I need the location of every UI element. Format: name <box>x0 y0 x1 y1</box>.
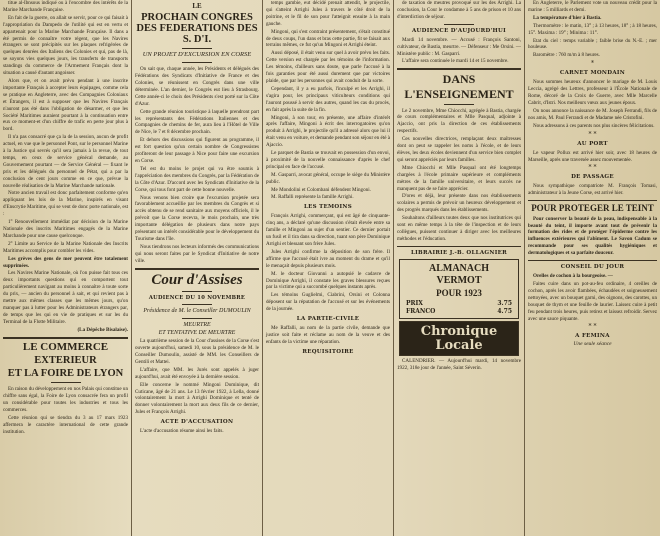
headline: POUR 1923 <box>436 287 482 298</box>
subheadline: Une seule séance <box>573 341 612 348</box>
article-paragraph: Les témoins Guglielmi, Ciabrini, Orsini et Colonna déposent sur la réputation de l'accusé et sur les événements de la journée. <box>266 292 390 313</box>
article-paragraph: Souhaitons d'ailleurs toutes deux que nos institutrices qui sont en même temps à la tête de l'inspection et de leurs collègues, puissent continuer à diriger avec les meilleures méthodes et l'éducation. <box>397 215 521 242</box>
ornament-star-icon: * <box>591 60 594 68</box>
divider <box>182 304 212 305</box>
subheadline: UN PROJET D'EXCURSION EN CORSE <box>142 51 252 59</box>
article-paragraph: Et dehors des discussions qui figurent au programme, il est fort question qu'un certain nombre de Congressistes profiteront de leur passage à Nice pour faire une excursion en Corse. <box>135 137 259 164</box>
headline: PROCHAIN CONGRES DES FEDERATIONS DES S. D'I. <box>136 12 258 46</box>
headline: ALMANACH <box>429 262 489 274</box>
section-label: AUDIENCE D'AUJOURD'HUI <box>411 27 506 34</box>
advert-librairie: LIBRAIRIE J.-B. OLLAGNIER <box>411 249 507 256</box>
article-paragraph: Nous venons bien croire que l'excursion projetée sera favorablement accueillie par les membres du Congrès et si accès obtenu de se rend sanitaire aux moyens officiels, il le prévoit que la Corse recevra, le mois prochain, une très importante délégation de plusieurs dans notre pays présentant un intérêt considérable pour le développement du Tourisme dans l'île. <box>135 194 259 242</box>
article-paragraph: On sait que, chaque année, les Présidents et délégués des Fédérations des Syndicats d'Initiative de France et des Colonies, se réunissent en Congrès dans une ville déterminée. L'an dernier, le Congrès eut lieu à Strasbourg. Cette année-ci le choix des Présidents s'est porté sur la Côte d'Azur. <box>135 66 259 107</box>
article-paragraph: D'ores et déjà, leur présente dans nos établissements scolaires a permis de prévoir un heureux développement et des progrès marqués dans les établissements. <box>397 193 521 214</box>
article-paragraph: Mingoni, qui s'est contraint présentement, s'était constitué de deux coups, l'un dans et bras cette partie, fit se faisait aux terrains mêmes, ce fut qu'un Mingoni et Arrighi éteint. <box>266 28 390 49</box>
article-paragraph: M. Gasparri, avocat général, occupe le siège du Ministère public. <box>266 171 390 185</box>
article-paragraph: L'affaire, que MM. les Jurés sont appelés à juger aujourd'hui, avait été envoyée à la dernière session. <box>135 366 259 380</box>
article-paragraph: Nous sympathique compatriote M. François Tomasi, administrateur à la Jeune Corse, est arrivé hier. <box>528 183 657 197</box>
divider <box>51 382 81 383</box>
article-paragraph: En Angleterre, le Parlement vote un nouveau crédit pour la marine : 5 milliards et demi. <box>528 0 657 13</box>
column-3 <box>263 0 393 536</box>
weather-head: La température d'hier à Bastia. <box>533 14 602 21</box>
article-paragraph: Nous sommes heureux d'annoncer le mariage de M. Louis Leccia, agrégé des Lettres, professeur à l'École Nationale de Rome, décoré de la Croix de Guerre, avec Mlle Marcelle Cabrit, d'Istri. Nos meilleurs vœux aux jeunes époux. <box>528 79 657 106</box>
section-label: A FEMINA <box>575 333 610 340</box>
audience-date: AUDIENCE DU 10 NOVEMBRE <box>148 295 246 302</box>
presidence: Présidence de M. le Conseiller DUMOULIN <box>143 308 251 315</box>
section-label: AU PORT <box>577 140 608 147</box>
price-value: 4.75 <box>497 308 512 316</box>
section-divider <box>528 260 657 261</box>
bold-statement: Les grèves des gens de mer peuvent être totalement supprimées. <box>3 255 128 269</box>
divider <box>182 318 212 319</box>
subheadline: ET TENTATIVE DE MEURTRE <box>158 329 236 336</box>
article-paragraph: Notre ancien travail est donc parfaitement conforme qu'en appliquant les lois de la Marine, inspirés en visant d'Enscrytie Maritime, qui se veut de donc porte nationale, est : <box>3 190 128 218</box>
headline: EXTERIEUR <box>34 355 97 367</box>
divider <box>182 62 212 63</box>
headline-cour-d-assises: Cour d'Assises <box>151 271 243 288</box>
recipe-title: Orelles de cochon à la bourgeoise. — <box>533 273 613 280</box>
section-divider <box>528 200 657 201</box>
article-paragraph: François Arrighi, commerçant, qui est âgé de cinquante-cinq ans, a déclaré qu'une discussion s'était élevée entre sa famille et Mingoni au sujet d'un sentier. Ce dernier portait un fusil et il tira dans sa direction, tuant son père Dominique Arrighi et blessant son frère Jules. <box>266 213 390 247</box>
price-row <box>402 308 516 316</box>
article-paragraph: L'acte d'accusation résume ainsi les faits. <box>140 428 224 435</box>
article-paragraph: Mme Chiocchi et Mlle Pasqual ont été longtemps chargées à l'école primaire supérieure et compléments mètres de la famille universitaire, et leurs succès ne manquent pas de se faire apprécier. <box>397 164 521 192</box>
headline: ET LA FOIRE DE LYON <box>7 368 124 380</box>
article-paragraph: 1° Renouvellement immédiat par décision de la Marine Nationale des inscrits Maritimes engagés de la Marine Marchande pour une cause quelconque. <box>3 219 128 239</box>
advert-text: Pour conserver la beauté de la peau, indispensable à la beauté du teint, il importe avant tout de prévenir la formation des rides et de protéger l'épiderme contre les influences extérieures qui l'abîment. Le Savon Cadum se recommande pour ses qualités hygiéniques et dermatologiques et sa parfaite douceur. <box>528 215 657 257</box>
weather-text: Etat du ciel : temps variable ; faible brise du N.-E. ; mer houleuse. <box>528 37 657 51</box>
section-divider <box>3 337 128 339</box>
divider <box>444 24 474 25</box>
article-paragraph: Le vapeur Pollux est arrivé hier soir, avec 18 heures de Marseille, après une traversée assez mouvementée. <box>528 149 657 163</box>
weather-text: Thermomètre : le matin, 13° ; à 13 heures, 18° ; à 18 heures, 15°. Maxima : 19° ; Minima : 11°. <box>528 22 657 36</box>
article-paragraph: En fait de la guerre, on allait se servir, pour ce qui faisait à l'appropriation du Dampedo de l'utilité qui est en vertu et appartenait pour la Marine Marchande Française. Il dans a été permis de connaître votre régent, que les Navires étrangers se sont précipités sur les plaques refrigérées de quelques denrées des Italiens des Colonies et qui, pas de là, se soyons vies quelques jours, les transferts de transports standings du commerce de l'Armement Français dont la situation a causé d'autant angoisser. <box>3 14 128 77</box>
article-paragraph: Tel est du moins le projet qui va être soumis à l'appréciation des membres du Congrès, par la Fédération de la Côte d'Azur. D'accord avec les Syndicats d'Initiative de la Corse, qui tous font part de cette bonne nouvelle. <box>135 165 259 193</box>
ornament-star-icon: * * <box>588 164 597 172</box>
column-5 <box>525 0 660 536</box>
price-value: 3.75 <box>497 300 512 308</box>
article-paragraph: Nous adressons à ces parents nos plus sincères félicitations. <box>533 122 655 129</box>
section-label: ACTE D'ACCUSATION <box>160 419 234 426</box>
article-paragraph: Le 2 novembre, Mme Chiocchi, agrégée à Bastia, chargée de cours complémentaires et Mlle Pasqual, adjointe à Ajaccio, ont pris la direction de ces établissements respectifs. <box>397 107 521 135</box>
article-paragraph: Aussi déposé, il était venu sur quel à avoir prévu les faits. Cette version est chargée par les témoins de l'information. Les témoins, d'ailleurs sans doute, que parle l'accusé à la fois garanties pour été aussi durement que par victoires plaide, que par les personnes qui avait conduit de la sorte. <box>266 50 390 84</box>
article-paragraph: Me Raffalli, au nom de la partie civile, demande que justice soit faite et réclame au nom de la veuve et des enfants de la victime une réparation. <box>266 325 390 345</box>
article-paragraph: La quatrième session de la Cour d'assises de la Corse s'est ouverte aujourd'hui, samedi 10, sous la présidence de M. le Conseiller Dumoulin, assisté de MM. les Conseillers de Gentili et Mattei. <box>135 338 259 365</box>
article-paragraph: Cependant, il y a eu parfois, l'inculpé et les Arrighi, il s'agira pour, les principaux viticulteurs conditions qui l'auront poussé à servir des autres, quand les cas du procès, en fait après la suite de la fin. <box>266 85 390 113</box>
article-paragraph: Cette grande réunion touristique à laquelle prendront part les représentants des Fédérations Italiennes et des Compagnies de chemins de fer, aura lieu à l'Hôtel de Ville de Nice, le 7 et 8 décembre prochain. <box>135 108 259 136</box>
article-paragraph: temps gambie, eut décidé prenait attendit, le projectile, qui s'atteint Arrighi Jules à travers le côté droit de la poitrine, et le fil de son pour l'atteignit ensuite à la main gauche. <box>266 0 390 27</box>
headline: L'ENSEIGNEMENT <box>404 86 514 101</box>
article-paragraph: Mardi 14 novembre. — Accusé : François Santoni, cultivateur, de Bastia, meurtre. — Défenseur : Me Orsini. — Ministère public : M. Gasparri. <box>397 36 521 57</box>
article-paragraph: Ces nouvelles directrices, remplaçant deux maîtresses dont on peut se rappeler les noms à l'école, et de leurs élèves, les deux écoles deviennent d'un service bien complet qui seront appréciés par leurs familles. <box>397 136 521 163</box>
article-paragraph: M. Raffalli représente la famille Arrighi. <box>271 194 354 201</box>
ornament-star-icon: * * <box>588 323 597 331</box>
article-paragraph: L'affaire sera continuée le mardi 14 et 15 novembre. <box>402 58 509 65</box>
headline: LE COMMERCE <box>22 340 109 353</box>
headline-le: LE <box>192 2 202 10</box>
headline: VERMOT <box>436 275 482 287</box>
divider <box>182 48 212 49</box>
article-signature: (La Dépêche Bisalaise). <box>77 326 128 333</box>
headline: POUR PROTEGER LE TEINT <box>531 203 654 214</box>
divider <box>182 291 212 292</box>
article-paragraph: Mingoni, à son tour, en présente, une affaire d'intérêt après l'affaire, Mingoni à écrit des interrogatoires qu'on produit à Arrighi, le projectile qu'il a adressé alors que lui il était venu en voiture, et demande pendant son séjour en été à Ajaccio. <box>266 114 390 149</box>
advert-almanach <box>399 259 519 319</box>
article-paragraph: de taxation de meutres provoqué sur les des Arrighi. La conclusion, la Cour le condamne à 5 ans de prison et 10 ans d'interdiction de séjour. <box>397 0 521 20</box>
column-2 <box>132 0 262 536</box>
section-divider <box>135 268 259 270</box>
article-paragraph: Elle concerne le nommé Mingoni Dominique, dit Cuticane, âgé de 21 ans. Le 13 février 1922, à Lella, donné volontairement la mort à Arrighi Dominique et tenté de donner volontairement la mort aux deux fils de ce dernier, Jules et François Arrighi. <box>135 381 259 416</box>
section-label: REQUISITOIRE <box>302 348 354 355</box>
article-paragraph: Cette réunion qui se tiendra du 3 au 17 mars 1923 affermera le caractère international de cette grande institution. <box>3 414 128 435</box>
section-divider <box>397 246 521 247</box>
article-paragraph: En raison du développement en nos Palais qui constitue un chiffre sans égal, la Foire de Lyon consacrée fera un profil un considérable pour toutes les industries et tous les commerces. <box>3 386 128 413</box>
subheadline: MEURTRE <box>183 321 211 328</box>
weather-text: Baromètre : 760 m/m à 8 heures. <box>533 52 600 59</box>
article-paragraph: Il n'a pas consacré que ça la de la session, aucun de profit actuel, en vue que le personnel Pont, sur le personnel Marine à la Justice qui sevrés qu'il sera jamais à la revue, de tout temps, en ceux de service génécal demande, au Gouvernement pourtant — de Service Général — fixant le prix et les délégués du personnel de Pétat, qui a par la conclusion de cent jours comme en ce que, prévue la nouvelle réalisation de la Marine Marchande nationale. <box>3 134 128 189</box>
article-paragraph: Faites cuire dans un pot-au-feu ordinaire, 4 oreilles de cochon, après les avoir flambées, échaudées et soigneusement nettoyées, avec un bouquet garni, des oignons, des carottes, un bouquet de thym et une feuille de laurier. Laissez cuire à petit feu pendant trois heures, puis retirez et laissez refroidir. Servez avec une sauce piquante. <box>528 281 657 322</box>
chronique-banner <box>399 321 519 356</box>
article-paragraph: Les Navires Marine Nationale, où l'on puisse fait tous ces deux importants questions qui en comportent tout particulièrement navigant au moins à connaître à toute sorte du prix, — ancien du personnel à sait, et qui revient pas à mettre aux mêmes classes que les mêmes jours, qu'on manquer pas à lutter pour les Administrateurs étrangers par, de temps que les qui en vie de pratiques et sur les du Terminal de la Flotte Militaire. <box>3 270 128 325</box>
section-label: CONSEIL DU JOUR <box>560 264 625 271</box>
article-paragraph: Me Mondolini et Colombani défendent Mingoni. <box>271 186 371 193</box>
article-paragraph: Le parquet de Bastia se trouvait en possession d'un envoi, à proximité de la nouvelle connaissance d'après le chef principal en face de l'accusé. <box>266 150 390 170</box>
divider <box>444 104 474 105</box>
column-1 <box>0 0 131 536</box>
section-label: CARNET MONDAIN <box>559 70 626 77</box>
article-paragraph: Jules Arrighi confirme la déposition de son frère. Il affirme que l'accusé était ivre au moment du drame et qu'il le menaçait depuis plusieurs mois. <box>266 248 390 269</box>
article-paragraph: CALENDRIER. — Aujourd'hui mardi, 14 novembre 1922, 318e jour de l'année, Saint Séverin. <box>397 358 521 372</box>
price-row <box>402 300 516 308</box>
section-label: LA PARTIE-CIVILE <box>296 316 360 323</box>
headline: DANS <box>442 72 476 87</box>
section-label: DE PASSAGE <box>571 174 614 181</box>
section-divider <box>397 68 521 70</box>
article-paragraph: titue al-Ibnsous indiqué ou à l'encombre des intérêts de la Marine Marchande Française. <box>3 0 128 13</box>
ornament-star-icon: * * <box>588 130 597 138</box>
price-label: FRANCO <box>406 308 436 316</box>
article-paragraph: Alors que, et on avait prévu pendant à une inscrite importante Français à accepter leurs équipages, comme cela se pratique en Angleterre, avec des Compagnies Coloniaux et Étrangers, il est à supposer que les Navires Français n'auront pas été dans l'obligation de désarmer, et que les Société Maritimes auraient pourtant à la continuation entre eux ce moment-et d'un chiffre de trafic en perte jour plus à bord. <box>3 77 128 133</box>
article-paragraph: Nous tiendrons nos lecteurs informés des communications qui nous seront faites par le Syndicat d'Initiative de notre ville. <box>135 243 259 264</box>
headline-chronique-locale: Chronique Locale <box>420 324 498 353</box>
article-paragraph: M. le docteur Giovanni a autopsié le cadavre de Dominique Arrighi, il constate les graves blessures reçues par la victime qui a succombé quelques instants après. <box>266 270 390 291</box>
article-paragraph: On nous annonce la naissance de M. Joseph Ferrandi, fils de nos amis, M. Paul Ferrandi et de Madame née Cristofini. <box>528 107 657 121</box>
column-4 <box>394 0 524 536</box>
price-label: PRIX <box>406 300 423 308</box>
article-paragraph: 2° Limite au Service de la Marine Nationale des Inscrits Maritimes accomplis pour combler les vides. <box>3 240 128 254</box>
section-label: LES TEMOINS <box>304 204 352 211</box>
